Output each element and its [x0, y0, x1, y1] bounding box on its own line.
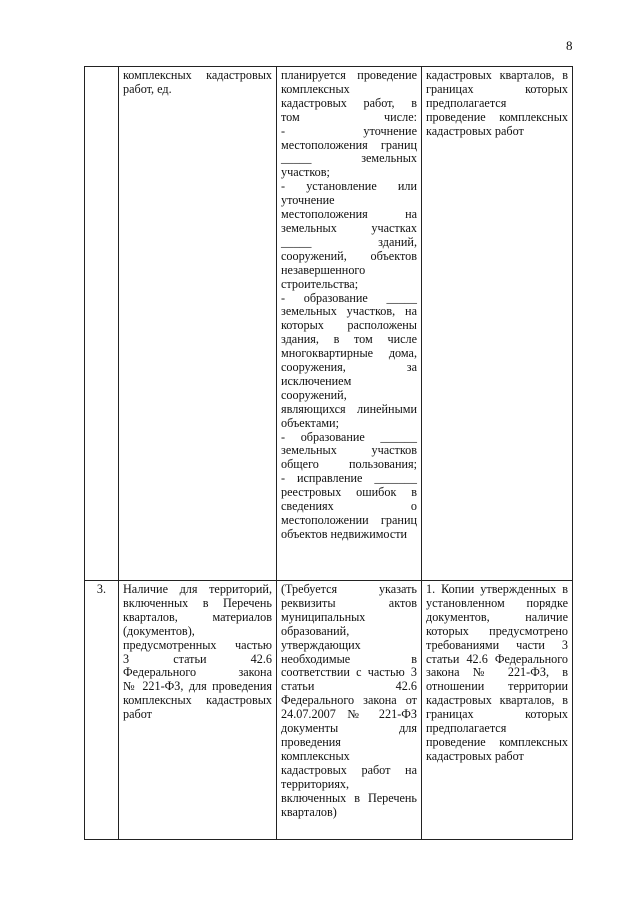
- cell-text-line: исключением: [281, 373, 352, 388]
- cell-text-line: статьи 42.6: [281, 679, 417, 694]
- cell-text-line: местоположения границ: [281, 137, 417, 152]
- cell-text-line: уточнение: [281, 193, 335, 208]
- cell-text-line: - образование ______: [281, 429, 417, 444]
- cell-text-line: объектами;: [281, 415, 339, 430]
- criterion-name-cell: [119, 67, 277, 581]
- cell-text-line: работ, ед.: [123, 81, 172, 96]
- cell-text-line: предполагается: [426, 721, 507, 736]
- cell-text-line: статьи 42.6 Федерального: [426, 651, 568, 666]
- cell-text-line: территориях,: [281, 776, 350, 791]
- table-row: [85, 67, 573, 581]
- cell-text-line: сооружения, за: [281, 360, 417, 375]
- page-number: 8: [566, 38, 573, 53]
- table-row: [85, 581, 573, 840]
- cell-text-line: сведениях о: [281, 499, 417, 514]
- cell-text-line: - образование _____: [281, 290, 417, 305]
- cell-text-line: объектов недвижимости: [281, 526, 408, 541]
- cell-text-line: 1. Копии утвержденных в: [426, 582, 568, 596]
- cell-text-line: многоквартирные дома,: [281, 346, 417, 361]
- cell-text-line: земельных участках: [281, 220, 417, 235]
- cell-text-line: кадастровых работ: [426, 748, 524, 763]
- cell-text-line: Федерального закона от: [281, 693, 417, 708]
- cell-text-line: Наличие для территорий,: [123, 582, 272, 596]
- cell-text-line: земельных участков: [281, 443, 417, 458]
- cell-text-line: (Требуется указать: [281, 582, 417, 596]
- cell-text-line: здания, в том числе: [281, 332, 417, 347]
- cell-text-line: строительства;: [281, 276, 359, 291]
- cell-text-line: муниципальных: [281, 609, 366, 624]
- criteria-table: [84, 66, 573, 840]
- cell-text-line: кадастровых работ, в: [281, 95, 417, 110]
- cell-text-line: комплексных кадастровых: [123, 693, 272, 708]
- cell-text-line: утверждающих: [281, 637, 361, 652]
- cell-text-line: которых расположены: [281, 318, 417, 333]
- row-number-cell: 3.: [85, 581, 119, 840]
- cell-text-line: установленном порядке: [426, 595, 568, 610]
- cell-text-line: Федерального закона: [123, 665, 272, 680]
- cell-text-line: необходимые в: [281, 651, 417, 666]
- cell-text-line: кварталов, материалов: [123, 609, 272, 624]
- cell-text-line: требованиями части 3: [426, 637, 568, 652]
- cell-text-line: - уточнение: [281, 123, 417, 138]
- cell-text-line: проведение комплексных: [426, 109, 568, 124]
- cell-text-line: проведение комплексных: [426, 734, 568, 749]
- cell-text-line: которых предусмотрено: [426, 623, 568, 638]
- cell-text-line: том числе:: [281, 109, 417, 124]
- cell-text-line: кадастровых работ: [426, 123, 524, 138]
- cell-text-line: комплексных: [281, 81, 350, 96]
- cell-text-line: 3 статьи 42.6: [123, 651, 272, 666]
- cell-text-line: документов, наличие: [426, 609, 568, 624]
- cell-text-line: местоположения на: [281, 207, 417, 222]
- cell-text-line: _____ зданий,: [281, 234, 417, 249]
- cell-text-line: реквизиты актов: [281, 595, 417, 610]
- supporting-documents-cell: [422, 67, 573, 581]
- cell-text-line: комплексных кадастровых: [123, 68, 272, 82]
- cell-text-line: № 221-ФЗ, для проведения: [123, 679, 272, 694]
- cell-text-line: незавершенного: [281, 262, 366, 277]
- cell-text-line: (документов),: [123, 623, 195, 638]
- cell-text-line: проведения: [281, 734, 341, 749]
- cell-text-line: закона № 221-ФЗ, в: [426, 665, 568, 680]
- cell-text-line: отношении территории: [426, 679, 568, 694]
- cell-text-line: предполагается: [426, 95, 507, 110]
- cell-text-line: сооружений, объектов: [281, 248, 417, 263]
- cell-text-line: участков;: [281, 165, 330, 180]
- cell-text-line: планируется проведение: [281, 68, 417, 82]
- cell-text-line: включенных в Перечень: [123, 595, 272, 610]
- supporting-documents-cell: [422, 581, 573, 840]
- cell-text-line: документы для: [281, 721, 417, 736]
- cell-text-line: земельных участков, на: [281, 304, 417, 319]
- cell-text-line: соответствии с частью 3: [281, 665, 417, 680]
- cell-text-line: общего пользования;: [281, 457, 417, 472]
- cell-text-line: являющихся линейными: [281, 401, 417, 416]
- cell-text-line: работ: [123, 707, 152, 722]
- criterion-description-cell: [277, 581, 422, 840]
- cell-text-line: включенных в Перечень: [281, 790, 417, 805]
- cell-text-line: кадастровых кварталов, в: [426, 693, 568, 708]
- cell-text-line: кадастровых работ на: [281, 762, 417, 777]
- criterion-name-cell: [119, 581, 277, 840]
- cell-text-line: 24.07.2007 № 221-ФЗ: [281, 707, 417, 722]
- cell-text-line: сооружений,: [281, 387, 347, 402]
- cell-text-line: местоположении границ: [281, 513, 417, 527]
- cell-text-line: комплексных: [281, 748, 350, 763]
- cell-text-line: - исправление _______: [281, 471, 417, 486]
- cell-text-line: реестровых ошибок в: [281, 485, 417, 500]
- cell-text-line: предусмотренных частью: [123, 637, 272, 652]
- cell-text-line: границах которых: [426, 707, 568, 722]
- cell-text-line: кварталов): [281, 804, 337, 819]
- cell-text-line: границах которых: [426, 81, 568, 96]
- cell-text-line: образований,: [281, 623, 350, 638]
- cell-text-line: кадастровых кварталов, в: [426, 68, 568, 82]
- row-number-cell: [85, 67, 119, 581]
- cell-text-line: - установление или: [281, 179, 417, 194]
- criterion-description-cell: [277, 67, 422, 581]
- cell-text-line: _____ земельных: [281, 151, 417, 166]
